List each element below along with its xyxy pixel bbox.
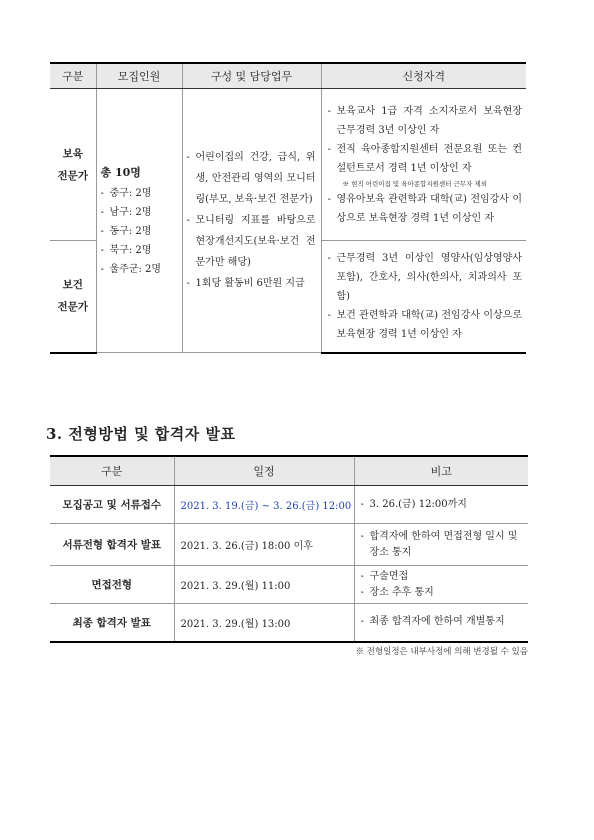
category-line: 보육 xyxy=(62,147,83,160)
header-category: 구분 xyxy=(50,456,174,486)
schedule-table-header xyxy=(50,456,528,486)
list-item: - 모니터링 지표를 바탕으로 현장개선지도(보육·보건 전문가만 해당) xyxy=(187,210,316,273)
list-item: - 최종 합격자에 한하여 개별통지 xyxy=(361,614,529,630)
section-title: 3. 전형방법 및 합격자 발표 xyxy=(46,425,236,443)
duties-cell xyxy=(182,89,321,353)
list-item: - 보육교사 1급 자격 소지자로서 보육현장 근무경력 3년 이상인 자 xyxy=(328,102,523,140)
list-item: - 장소 추후 통지 xyxy=(361,585,529,601)
row-schedule: 2021. 3. 26.(금) 18:00 이후 xyxy=(174,524,354,566)
qual-list xyxy=(328,249,523,344)
list-item: - 동구: 2명 xyxy=(101,222,182,241)
header-notes: 비고 xyxy=(354,456,528,486)
row-notes xyxy=(354,486,528,524)
row-notes xyxy=(354,524,528,566)
list-item: - 1회당 활동비 6만원 지급 xyxy=(187,273,316,294)
row-label: 서류전형 합격자 발표 xyxy=(50,524,174,566)
header-schedule: 일정 xyxy=(174,456,354,486)
headcount-cell xyxy=(96,89,182,353)
row-category-childcare xyxy=(50,89,96,241)
list-item: - 영유아보육 관련학과 대학(교) 전임강사 이상으로 보육현장 경력 1년 이상인 자 xyxy=(328,190,523,228)
row-notes xyxy=(354,566,528,604)
qual-list xyxy=(328,102,523,178)
row-schedule: 2021. 3. 29.(월) 13:00 xyxy=(174,604,354,642)
schedule-footnote: ※ 전형일정은 내부사정에 의해 변경될 수 있음 xyxy=(355,647,528,657)
category-line: 전문가 xyxy=(57,301,88,314)
headcount-list xyxy=(101,184,182,279)
list-item: - 3. 26.(금) 12:00까지 xyxy=(361,497,529,513)
list-item: - 중구: 2명 xyxy=(101,184,182,203)
qualifications-health xyxy=(321,241,526,353)
headcount-total: 총 10명 xyxy=(100,166,141,179)
table-row xyxy=(50,89,526,241)
qual-note: ※ 현직 어린이집 및 육아종합지원센터 근무자 제외 xyxy=(342,179,487,188)
row-notes xyxy=(354,604,528,642)
list-item: - 전직 육아종합지원센터 전문요원 또는 컨설턴트로서 경력 1년 이상인 자 xyxy=(328,140,523,178)
category-line: 보건 xyxy=(62,279,83,292)
table-row xyxy=(50,604,528,642)
header-qualifications: 신청자격 xyxy=(321,63,526,89)
header-duties: 구성 및 담당업무 xyxy=(182,63,321,89)
row-schedule: 2021. 3. 19.(금) ~ 3. 26.(금) 12:00 xyxy=(174,486,354,524)
list-item: - 보건 관련학과 대학(교) 전임강사 이상으로 보육현장 경력 1년 이상인 자 xyxy=(328,306,523,344)
list-item: - 어린이집의 건강, 급식, 위생, 안전관리 영역의 모니터링(부모, 보육·보건 전문가) xyxy=(187,147,316,210)
row-label: 모집공고 및 서류접수 xyxy=(50,486,174,524)
row-label: 면접전형 xyxy=(50,566,174,604)
schedule-table xyxy=(50,455,528,643)
list-item: - 근무경력 3년 이상인 영양사(임상영양사 포함), 간호사, 의사(한의사, 치과의사 포함) xyxy=(328,249,523,306)
list-item: - 남구: 2명 xyxy=(101,203,182,222)
list-item: - 구술면접 xyxy=(361,569,529,585)
list-item: - 울주군: 2명 xyxy=(101,260,182,279)
row-label: 최종 합격자 발표 xyxy=(50,604,174,642)
header-category: 구분 xyxy=(50,63,96,89)
table-row xyxy=(50,524,528,566)
list-item: - 북구: 2명 xyxy=(101,241,182,260)
recruit-table-header xyxy=(50,63,526,89)
qualifications-childcare xyxy=(321,89,526,241)
list-item: - 합격자에 한하여 면접전형 일시 및 장소 통지 xyxy=(361,529,529,561)
row-category-health xyxy=(50,241,96,353)
header-headcount: 모집인원 xyxy=(96,63,182,89)
duties-list xyxy=(187,147,316,294)
table-row xyxy=(50,486,528,524)
row-schedule: 2021. 3. 29.(월) 11:00 xyxy=(174,566,354,604)
recruit-table xyxy=(50,62,526,354)
qual-list-2 xyxy=(328,190,523,228)
category-line: 전문가 xyxy=(57,169,88,182)
table-row xyxy=(50,566,528,604)
